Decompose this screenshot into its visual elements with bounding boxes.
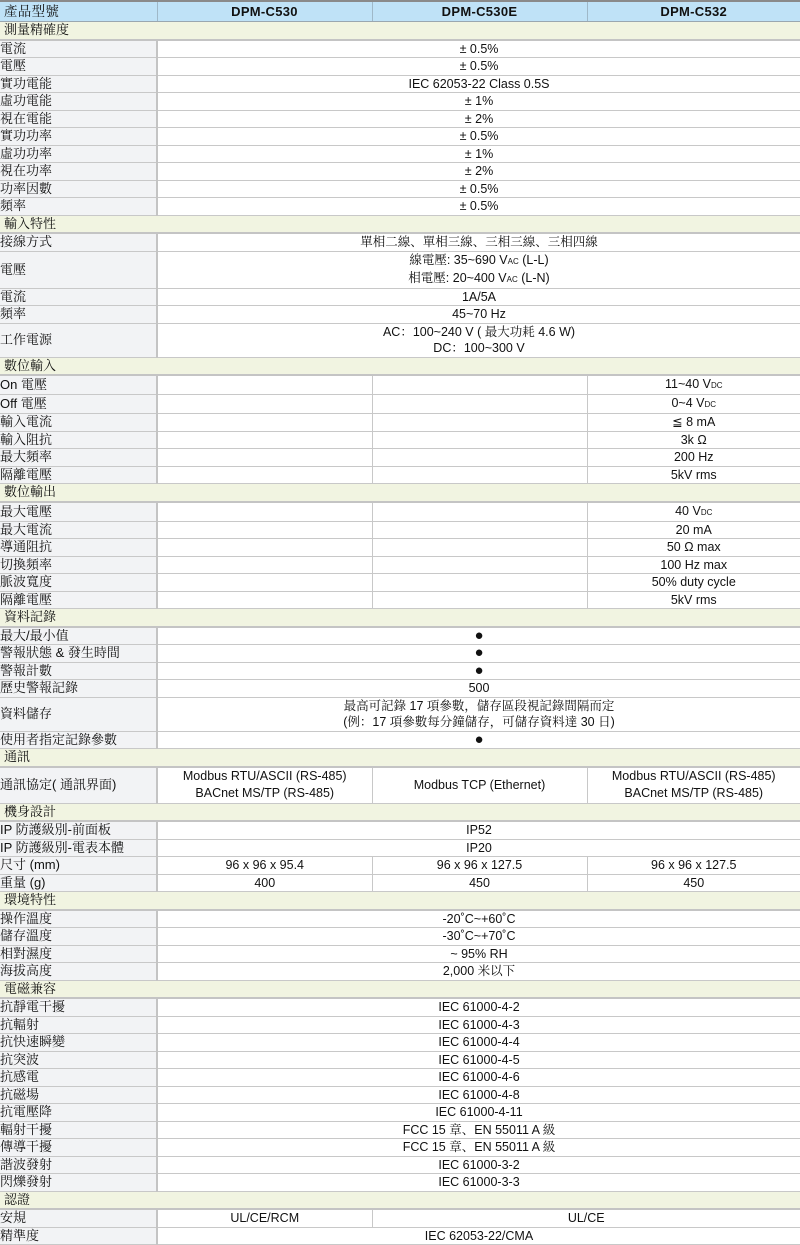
supported-bullet-icon: ● <box>157 645 800 663</box>
cell-c530e <box>372 431 587 449</box>
section-title: 數位輸出 <box>0 484 800 502</box>
table-row <box>0 306 800 324</box>
table-row <box>0 40 800 58</box>
value-text: 0~4 V <box>671 396 704 410</box>
cell-c530e <box>372 466 587 484</box>
cell-c530 <box>157 574 372 592</box>
row-value <box>157 697 800 731</box>
row-value: ± 1% <box>157 93 800 111</box>
table-row <box>0 466 800 484</box>
cell-c532: 450 <box>587 874 800 892</box>
row-label: 最大/最小值 <box>0 627 157 645</box>
table-row <box>0 521 800 539</box>
row-value: FCC 15 章、EN 55011 A 級 <box>157 1139 800 1157</box>
row-label: 輸入阻抗 <box>0 431 157 449</box>
row-value <box>157 323 800 357</box>
section-title: 數位輸入 <box>0 357 800 375</box>
section-data-logging <box>0 609 800 627</box>
row-value: 2,000 米以下 <box>157 963 800 981</box>
row-label: IP 防護級別-電表本體 <box>0 839 157 857</box>
row-label: 歷史警報記錄 <box>0 680 157 698</box>
table-row <box>0 449 800 467</box>
cell-c530e-c532: UL/CE <box>372 1209 800 1227</box>
line-voltage-suffix: (L-L) <box>519 253 549 267</box>
table-row <box>0 1086 800 1104</box>
cell-c532: 20 mA <box>587 521 800 539</box>
cell-c532: 50% duty cycle <box>587 574 800 592</box>
supported-bullet-icon: ● <box>157 731 800 749</box>
row-label: 工作電源 <box>0 323 157 357</box>
row-value: 單相二線、單相三線、三相三線、三相四線 <box>157 233 800 251</box>
row-value: 45~70 Hz <box>157 306 800 324</box>
cell-c530 <box>157 395 372 414</box>
power-ac-text: AC：100~240 V ( 最大功耗 4.6 W) <box>158 324 800 340</box>
cell-c532: 50 Ω max <box>587 539 800 557</box>
row-label: 精準度 <box>0 1227 157 1245</box>
power-dc-text: DC：100~300 V <box>158 340 800 356</box>
table-row <box>0 251 800 288</box>
row-value <box>157 251 800 288</box>
storage-line-2: (例：17 項參數每分鐘儲存，可儲存資料達 30 日) <box>158 714 800 730</box>
row-label: 輸入電流 <box>0 414 157 432</box>
row-value: 500 <box>157 680 800 698</box>
cell-c530e <box>372 539 587 557</box>
cell-c532: 5kV rms <box>587 591 800 609</box>
row-value: ± 1% <box>157 145 800 163</box>
cell-c530 <box>157 539 372 557</box>
cell-c530e <box>372 395 587 414</box>
storage-line-1: 最高可記錄 17 項參數，儲存區段視記錄間隔而定 <box>158 698 800 714</box>
cell-c532 <box>587 767 800 804</box>
row-value: -20˚C~+60˚C <box>157 910 800 928</box>
row-label: 電流 <box>0 40 157 58</box>
section-digital-input <box>0 357 800 375</box>
row-value: -30˚C~+70˚C <box>157 928 800 946</box>
subscript: DC <box>704 400 716 409</box>
cell-c530e: 450 <box>372 874 587 892</box>
table-row <box>0 821 800 839</box>
cell-c530e <box>372 521 587 539</box>
cell-c530e: Modbus TCP (Ethernet) <box>372 767 587 804</box>
table-row <box>0 928 800 946</box>
cell-c530: 96 x 96 x 95.4 <box>157 857 372 875</box>
cell-c532 <box>587 395 800 414</box>
row-value: IEC 62053-22/CMA <box>157 1227 800 1245</box>
row-label: 抗感電 <box>0 1069 157 1087</box>
row-label: 海拔高度 <box>0 963 157 981</box>
row-label: 功率因數 <box>0 180 157 198</box>
row-label: 電流 <box>0 288 157 306</box>
protocol-line: Modbus RTU/ASCII (RS-485) <box>588 768 800 785</box>
table-row <box>0 395 800 414</box>
row-label: 儲存溫度 <box>0 928 157 946</box>
table-row <box>0 857 800 875</box>
table-row <box>0 288 800 306</box>
table-row <box>0 767 800 804</box>
section-mechanical <box>0 803 800 821</box>
table-row <box>0 502 800 522</box>
row-label: 電壓 <box>0 58 157 76</box>
table-row <box>0 697 800 731</box>
row-label: 相對濕度 <box>0 945 157 963</box>
table-row <box>0 1121 800 1139</box>
table-row <box>0 431 800 449</box>
row-value: ± 0.5% <box>157 180 800 198</box>
table-row <box>0 963 800 981</box>
row-label: 重量 (g) <box>0 874 157 892</box>
cell-c530 <box>157 414 372 432</box>
row-value: IEC 61000-3-2 <box>157 1156 800 1174</box>
table-row <box>0 998 800 1016</box>
value-text: 40 V <box>675 504 701 518</box>
header-label: 產品型號 <box>0 1 157 22</box>
row-label: 隔離電壓 <box>0 591 157 609</box>
row-label: 抗磁場 <box>0 1086 157 1104</box>
row-label: 資料儲存 <box>0 697 157 731</box>
row-label: 導通阻抗 <box>0 539 157 557</box>
section-digital-output <box>0 484 800 502</box>
cell-c530 <box>157 556 372 574</box>
table-row <box>0 591 800 609</box>
cell-c530 <box>157 521 372 539</box>
section-title: 環境特性 <box>0 892 800 910</box>
cell-c530 <box>157 375 372 395</box>
row-value: ± 2% <box>157 110 800 128</box>
table-row <box>0 414 800 432</box>
row-label: 警報狀態 & 發生時間 <box>0 645 157 663</box>
table-row <box>0 1034 800 1052</box>
model-dpm-c532: DPM-C532 <box>587 1 800 22</box>
row-label: 安規 <box>0 1209 157 1227</box>
table-row <box>0 58 800 76</box>
row-value: IEC 61000-4-4 <box>157 1034 800 1052</box>
table-row <box>0 1139 800 1157</box>
table-row <box>0 375 800 395</box>
cell-c530 <box>157 591 372 609</box>
row-label: 抗快速瞬變 <box>0 1034 157 1052</box>
phase-voltage-text: 相電壓: 20~400 V <box>408 271 506 285</box>
section-title: 資料記錄 <box>0 609 800 627</box>
row-label: 傳導干擾 <box>0 1139 157 1157</box>
row-label: 抗輻射 <box>0 1016 157 1034</box>
subscript: DC <box>711 381 723 390</box>
section-title: 測量精確度 <box>0 22 800 40</box>
table-row <box>0 1051 800 1069</box>
row-value: IEC 61000-3-3 <box>157 1174 800 1192</box>
table-row <box>0 910 800 928</box>
subscript: AC <box>508 257 519 266</box>
row-label: 接線方式 <box>0 233 157 251</box>
row-label: 通訊協定( 通訊界面) <box>0 767 157 804</box>
section-title: 認證 <box>0 1191 800 1209</box>
cell-c530e <box>372 449 587 467</box>
row-label: 虛功功率 <box>0 145 157 163</box>
cell-c530e <box>372 556 587 574</box>
table-row <box>0 945 800 963</box>
section-input <box>0 215 800 233</box>
table-row <box>0 128 800 146</box>
cell-c530 <box>157 466 372 484</box>
protocol-line: BACnet MS/TP (RS-485) <box>588 785 800 802</box>
row-label: 最大電流 <box>0 521 157 539</box>
row-value: IEC 61000-4-8 <box>157 1086 800 1104</box>
protocol-line: Modbus RTU/ASCII (RS-485) <box>158 768 372 785</box>
table-row <box>0 645 800 663</box>
cell-c532 <box>587 502 800 522</box>
cell-c530e <box>372 591 587 609</box>
section-certification <box>0 1191 800 1209</box>
table-row <box>0 1156 800 1174</box>
table-row <box>0 627 800 645</box>
model-dpm-c530: DPM-C530 <box>157 1 372 22</box>
row-value: IEC 61000-4-11 <box>157 1104 800 1122</box>
subscript: AC <box>507 275 518 284</box>
cell-c530: UL/CE/RCM <box>157 1209 372 1227</box>
cell-c532: 5kV rms <box>587 466 800 484</box>
row-label: 頻率 <box>0 198 157 216</box>
section-accuracy <box>0 22 800 40</box>
row-value: IEC 61000-4-5 <box>157 1051 800 1069</box>
row-label: 抗突波 <box>0 1051 157 1069</box>
row-value: IEC 61000-4-6 <box>157 1069 800 1087</box>
table-row <box>0 1069 800 1087</box>
table-row <box>0 556 800 574</box>
row-value: ± 0.5% <box>157 128 800 146</box>
row-label: 視在電能 <box>0 110 157 128</box>
row-label: 使用者指定記錄參數 <box>0 731 157 749</box>
row-value: ± 0.5% <box>157 58 800 76</box>
table-row <box>0 75 800 93</box>
row-value: FCC 15 章、EN 55011 A 級 <box>157 1121 800 1139</box>
cell-c532: 96 x 96 x 127.5 <box>587 857 800 875</box>
value-text: 11~40 V <box>665 377 711 391</box>
row-value: ~ 95% RH <box>157 945 800 963</box>
cell-c530 <box>157 449 372 467</box>
row-label: 視在功率 <box>0 163 157 181</box>
section-emc <box>0 980 800 998</box>
row-label: IP 防護級別-前面板 <box>0 821 157 839</box>
row-label: 隔離電壓 <box>0 466 157 484</box>
section-environment <box>0 892 800 910</box>
subscript: DC <box>701 508 713 517</box>
table-row <box>0 662 800 680</box>
table-row <box>0 539 800 557</box>
table-row <box>0 1174 800 1192</box>
row-label: On 電壓 <box>0 375 157 395</box>
model-dpm-c530e: DPM-C530E <box>372 1 587 22</box>
table-row <box>0 574 800 592</box>
row-label: 脈波寬度 <box>0 574 157 592</box>
row-label: 警報計數 <box>0 662 157 680</box>
supported-bullet-icon: ● <box>157 662 800 680</box>
phase-voltage-suffix: (L-N) <box>518 271 550 285</box>
cell-c532: 200 Hz <box>587 449 800 467</box>
supported-bullet-icon: ● <box>157 627 800 645</box>
row-label: 頻率 <box>0 306 157 324</box>
row-label: 實功功率 <box>0 128 157 146</box>
section-title: 通訊 <box>0 749 800 767</box>
row-label: 輻射干擾 <box>0 1121 157 1139</box>
protocol-line: BACnet MS/TP (RS-485) <box>158 785 372 802</box>
cell-c530e <box>372 502 587 522</box>
cell-c530e <box>372 574 587 592</box>
row-label: 閃爍發射 <box>0 1174 157 1192</box>
row-label: 最大電壓 <box>0 502 157 522</box>
row-value: ± 2% <box>157 163 800 181</box>
cell-c530 <box>157 767 372 804</box>
table-row <box>0 874 800 892</box>
row-label: 電壓 <box>0 251 157 288</box>
table-row <box>0 1209 800 1227</box>
cell-c530e <box>372 375 587 395</box>
table-row <box>0 1227 800 1245</box>
cell-c532: ≦ 8 mA <box>587 414 800 432</box>
cell-c532: 3k Ω <box>587 431 800 449</box>
table-row <box>0 198 800 216</box>
row-value: IEC 61000-4-2 <box>157 998 800 1016</box>
table-header-row <box>0 1 800 22</box>
table-row <box>0 731 800 749</box>
row-label: 切換頻率 <box>0 556 157 574</box>
section-communication <box>0 749 800 767</box>
table-row <box>0 145 800 163</box>
table-row <box>0 180 800 198</box>
table-row <box>0 93 800 111</box>
cell-c530 <box>157 431 372 449</box>
row-label: 最大頻率 <box>0 449 157 467</box>
line-voltage-text: 線電壓: 35~690 V <box>409 253 507 267</box>
cell-c532: 100 Hz max <box>587 556 800 574</box>
row-label: 諧波發射 <box>0 1156 157 1174</box>
cell-c532 <box>587 375 800 395</box>
table-row <box>0 680 800 698</box>
row-value: 1A/5A <box>157 288 800 306</box>
cell-c530e: 96 x 96 x 127.5 <box>372 857 587 875</box>
cell-c530: 400 <box>157 874 372 892</box>
cell-c530 <box>157 502 372 522</box>
cell-c530e <box>372 414 587 432</box>
row-value: IEC 61000-4-3 <box>157 1016 800 1034</box>
row-label: 實功電能 <box>0 75 157 93</box>
table-row <box>0 163 800 181</box>
row-value: IEC 62053-22 Class 0.5S <box>157 75 800 93</box>
section-title: 輸入特性 <box>0 215 800 233</box>
row-value: IP52 <box>157 821 800 839</box>
row-value: ± 0.5% <box>157 40 800 58</box>
section-title: 電磁兼容 <box>0 980 800 998</box>
row-label: 抗電壓降 <box>0 1104 157 1122</box>
row-value: IP20 <box>157 839 800 857</box>
row-label: 操作溫度 <box>0 910 157 928</box>
table-row <box>0 233 800 251</box>
row-label: Off 電壓 <box>0 395 157 414</box>
row-value: ± 0.5% <box>157 198 800 216</box>
section-title: 機身設計 <box>0 803 800 821</box>
table-row <box>0 323 800 357</box>
row-label: 虛功電能 <box>0 93 157 111</box>
table-row <box>0 1016 800 1034</box>
table-row <box>0 110 800 128</box>
row-label: 抗靜電干擾 <box>0 998 157 1016</box>
table-row <box>0 839 800 857</box>
row-label: 尺寸 (mm) <box>0 857 157 875</box>
table-row <box>0 1104 800 1122</box>
